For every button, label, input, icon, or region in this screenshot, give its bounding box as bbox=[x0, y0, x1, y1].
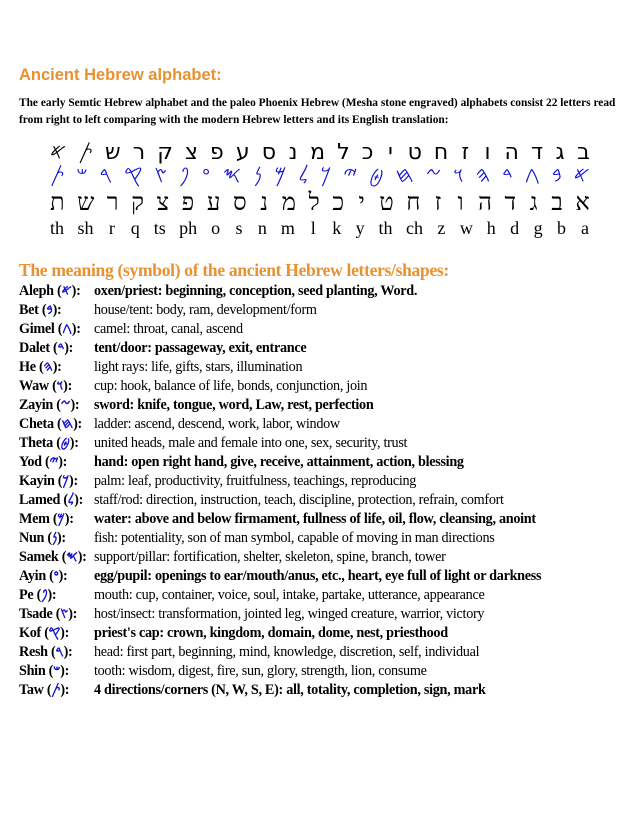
paleo-glyph: 𐤊 bbox=[320, 163, 332, 188]
letter-name: Zayin (𐤆): bbox=[19, 397, 80, 413]
letter-name-text: Kof bbox=[19, 625, 41, 641]
letter-symbol: 𐤐 bbox=[41, 587, 48, 603]
letter-meaning: 4 directions/corners (N, W, S, E): all, totality, completion, sign, mark bbox=[94, 682, 486, 698]
paleo-glyph: 𐤁 bbox=[551, 163, 562, 188]
hebrew-letter: ש bbox=[77, 188, 95, 216]
transliteration: g bbox=[533, 218, 543, 238]
letter-row bbox=[19, 606, 629, 625]
transliteration: d bbox=[510, 218, 520, 238]
letter-symbol: 𐤓 bbox=[55, 644, 64, 660]
transliteration: o bbox=[211, 218, 221, 238]
letter-row bbox=[19, 663, 629, 682]
transliteration: th bbox=[378, 218, 393, 238]
letter-row bbox=[19, 283, 629, 302]
letter-name-text: Lamed bbox=[19, 492, 61, 508]
transliteration: m bbox=[280, 218, 295, 238]
letter-row bbox=[19, 359, 629, 378]
letter-name-text: Waw bbox=[19, 378, 49, 394]
letter-name-text: Aleph bbox=[19, 283, 54, 299]
letter-name: Taw (𐤕): bbox=[19, 682, 70, 698]
letter-symbol: 𐤈 bbox=[60, 435, 70, 451]
letter-name-text: Theta bbox=[19, 435, 53, 451]
letter-name-text: Pe bbox=[19, 587, 34, 603]
hebrew-letter: ס bbox=[232, 188, 247, 216]
ancient-glyph: 𐤀 bbox=[50, 140, 67, 165]
letter-meaning: camel: throat, canal, ascend bbox=[94, 321, 243, 337]
letter-name: Nun (𐤍): bbox=[19, 530, 66, 546]
letter-symbol: 𐤇 bbox=[61, 416, 74, 432]
letter-name: Kof (𐤒): bbox=[19, 625, 70, 641]
ancient-glyph: ה bbox=[504, 140, 519, 165]
ancient-glyph: ק bbox=[157, 140, 173, 165]
letter-symbol: 𐤊 bbox=[62, 473, 70, 489]
transliteration: k bbox=[332, 218, 342, 238]
letter-row bbox=[19, 511, 629, 530]
paleo-glyph: 𐤇 bbox=[395, 163, 414, 188]
letter-symbol: 𐤁 bbox=[46, 302, 53, 318]
letter-symbol: 𐤔 bbox=[53, 663, 61, 679]
letter-name-text: Zayin bbox=[19, 397, 53, 413]
letter-symbol: 𐤄 bbox=[43, 359, 53, 375]
letter-meaning: light rays: life, gifts, stars, illumination bbox=[94, 359, 303, 375]
ancient-glyph: י bbox=[388, 140, 393, 165]
hebrew-letter: י bbox=[358, 188, 365, 216]
hebrew-letter: ה bbox=[478, 188, 492, 216]
letter-name: Pe (𐤐): bbox=[19, 587, 57, 603]
hebrew-letter: ק bbox=[131, 188, 144, 216]
letter-meaning: sword: knife, tongue, word, Law, rest, perfection bbox=[94, 397, 374, 413]
hebrew-letter: ד bbox=[504, 188, 517, 216]
intro-paragraph: The early Semtic Hebrew alphabet and the paleo Phoenix Hebrew (Mesha stone engraved) alphabets consist 22 letters read from right to left comparing with the modern Hebrew letters and its English translation: bbox=[19, 97, 616, 126]
letter-name-text: Resh bbox=[19, 644, 48, 660]
paleo-glyph: 𐤐 bbox=[178, 163, 190, 188]
letter-meaning: water: above and below firmament, fullness of life, oil, flow, cleansing, anoint bbox=[94, 511, 536, 527]
ancient-glyph: ל bbox=[337, 140, 350, 165]
hebrew-letter: א bbox=[575, 188, 590, 216]
letter-meaning: hand: open right hand, give, receive, attainment, action, blessing bbox=[94, 454, 464, 470]
letter-symbol: 𐤀 bbox=[61, 283, 72, 299]
transliteration: sh bbox=[77, 218, 94, 238]
letter-symbol: 𐤎 bbox=[66, 549, 78, 565]
transliteration: z bbox=[437, 218, 446, 238]
letter-meaning: fish: potentiality, son of man symbol, capable of moving in man directions bbox=[94, 530, 495, 546]
letter-name: Tsade (𐤑): bbox=[19, 606, 78, 622]
hebrew-letter-row bbox=[50, 188, 590, 217]
transliteration: th bbox=[50, 218, 65, 238]
paleo-glyph: 𐤎 bbox=[222, 163, 242, 188]
letter-symbol: 𐤕 bbox=[51, 682, 61, 698]
ancient-glyph: ב bbox=[577, 140, 590, 165]
letter-name-text: Bet bbox=[19, 302, 39, 318]
ancient-glyph: כ bbox=[361, 140, 374, 165]
letter-meaning: oxen/priest: beginning, conception, seed planting, Word. bbox=[94, 283, 418, 299]
transliteration: w bbox=[459, 218, 473, 238]
hebrew-letter: ט bbox=[379, 188, 394, 216]
letter-name: Shin (𐤔): bbox=[19, 663, 70, 679]
ancient-glyph: ע bbox=[235, 140, 250, 165]
transliteration: l bbox=[310, 218, 316, 238]
transliteration: ch bbox=[405, 218, 423, 238]
letter-row bbox=[19, 492, 629, 511]
transliteration: ts bbox=[153, 218, 166, 238]
paleo-glyph: 𐤍 bbox=[253, 163, 263, 188]
letter-meaning: house/tent: body, ram, development/form bbox=[94, 302, 317, 318]
transliteration-row bbox=[50, 218, 590, 239]
letter-row bbox=[19, 454, 629, 473]
letter-name-text: Shin bbox=[19, 663, 46, 679]
letter-symbol: 𐤅 bbox=[56, 378, 64, 394]
paleo-glyph: 𐤈 bbox=[369, 163, 384, 188]
ancient-glyph: נ bbox=[288, 140, 298, 165]
letter-meaning: ladder: ascend, descend, work, labor, window bbox=[94, 416, 340, 432]
letter-meaning: mouth: cup, container, voice, soul, intake, partake, utterance, appearance bbox=[94, 587, 485, 603]
page-title: Ancient Hebrew alphabet: bbox=[19, 66, 222, 84]
letter-symbol: 𐤍 bbox=[51, 530, 57, 546]
paleo-glyph: 𐤀 bbox=[573, 163, 590, 188]
letter-name-text: Dalet bbox=[19, 340, 50, 356]
letter-symbol: 𐤉 bbox=[49, 454, 59, 470]
letter-meaning: cup: hook, balance of life, bonds, conjunction, join bbox=[94, 378, 368, 394]
letter-name: Mem (𐤌): bbox=[19, 511, 74, 527]
letter-meaning: support/pillar: fortification, shelter, skeleton, spine, branch, tower bbox=[94, 549, 446, 565]
letter-meaning: head: first part, beginning, mind, knowledge, discretion, self, individual bbox=[94, 644, 480, 660]
letter-row bbox=[19, 530, 629, 549]
paleo-glyph: 𐤌 bbox=[274, 163, 287, 188]
letter-name: Lamed (𐤋): bbox=[19, 492, 84, 508]
letter-name-text: Gimel bbox=[19, 321, 55, 337]
paleo-glyph: 𐤕 bbox=[50, 163, 65, 188]
hebrew-letter: ו bbox=[457, 188, 464, 216]
hebrew-letter: ע bbox=[206, 188, 221, 216]
letter-name: Gimel (𐤂): bbox=[19, 321, 81, 337]
letter-name: Bet (𐤁): bbox=[19, 302, 62, 318]
letter-row bbox=[19, 378, 629, 397]
transliteration: ph bbox=[179, 218, 198, 238]
letter-symbol: 𐤂 bbox=[62, 321, 72, 337]
hebrew-letter: ז bbox=[434, 188, 442, 216]
letter-row bbox=[19, 682, 629, 701]
letter-name-text: Tsade bbox=[19, 606, 53, 622]
hebrew-letter: כ bbox=[332, 188, 345, 216]
letter-row bbox=[19, 435, 629, 454]
ancient-glyph: פ bbox=[210, 140, 224, 165]
ancient-glyph: ס bbox=[261, 140, 276, 165]
transliteration: h bbox=[486, 218, 496, 238]
letter-name: Waw (𐤅): bbox=[19, 378, 73, 394]
transliteration: a bbox=[580, 218, 589, 238]
letter-meaning: staff/rod: direction, instruction, teach, discipline, protection, refrain, comfort bbox=[94, 492, 504, 508]
paleo-glyph: 𐤓 bbox=[99, 163, 113, 188]
letter-row bbox=[19, 549, 629, 568]
letter-symbol: 𐤑 bbox=[60, 606, 69, 622]
letter-name: Yod (𐤉): bbox=[19, 454, 68, 470]
letter-row bbox=[19, 587, 629, 606]
letter-meaning: tent/door: passageway, exit, entrance bbox=[94, 340, 307, 356]
meaning-heading: The meaning (symbol) of the ancient Hebrew letters/shapes: bbox=[19, 260, 449, 280]
ancient-glyph: ד bbox=[530, 140, 543, 165]
transliteration: y bbox=[355, 218, 365, 238]
paleo-glyph: 𐤋 bbox=[298, 163, 309, 188]
letter-row bbox=[19, 625, 629, 644]
ancient-glyph-row bbox=[50, 140, 590, 165]
letter-row bbox=[19, 340, 629, 359]
ancient-glyph: ר bbox=[132, 140, 146, 165]
letter-meaning: tooth: wisdom, digest, fire, sun, glory, strength, lion, consume bbox=[94, 663, 427, 679]
transliteration: b bbox=[557, 218, 567, 238]
letter-name: Resh (𐤓): bbox=[19, 644, 73, 660]
letter-name-text: Taw bbox=[19, 682, 44, 698]
paleo-glyph: 𐤂 bbox=[524, 163, 540, 188]
letter-meaning: priest's cap: crown, kingdom, domain, dome, nest, priesthood bbox=[94, 625, 448, 641]
letter-meaning-list bbox=[19, 283, 629, 701]
letter-row bbox=[19, 321, 629, 340]
letter-row bbox=[19, 416, 629, 435]
paleo-glyph: 𐤑 bbox=[154, 163, 168, 188]
paleo-glyph: 𐤆 bbox=[425, 163, 442, 188]
letter-symbol: 𐤆 bbox=[60, 397, 71, 413]
transliteration: q bbox=[130, 218, 140, 238]
letter-name-text: Cheta bbox=[19, 416, 54, 432]
letter-row bbox=[19, 568, 629, 587]
letter-name: Cheta (𐤇): bbox=[19, 416, 82, 432]
paleo-glyph: 𐤒 bbox=[124, 163, 143, 188]
paleo-glyph: 𐤏 bbox=[201, 163, 211, 188]
letter-symbol: 𐤏 bbox=[53, 568, 59, 584]
hebrew-letter: ב bbox=[551, 188, 563, 216]
paleo-glyph-row bbox=[50, 163, 590, 188]
letter-row bbox=[19, 473, 629, 492]
letter-name: Theta (𐤈): bbox=[19, 435, 79, 451]
letter-meaning: egg/pupil: openings to ear/mouth/anus, etc., heart, eye full of light or darkness bbox=[94, 568, 542, 584]
letter-name-text: Mem bbox=[19, 511, 50, 527]
ancient-glyph: ש bbox=[105, 140, 121, 165]
ancient-glyph: ז bbox=[461, 140, 470, 165]
ancient-glyph: צ bbox=[184, 140, 198, 165]
letter-name: Kayin (𐤊): bbox=[19, 473, 78, 489]
ancient-glyph: ו bbox=[484, 140, 491, 165]
paleo-glyph: 𐤃 bbox=[502, 163, 513, 188]
hebrew-letter: צ bbox=[156, 188, 170, 216]
hebrew-letter: ר bbox=[106, 188, 119, 216]
letter-symbol: 𐤋 bbox=[67, 492, 75, 508]
letter-name: Dalet (𐤃): bbox=[19, 340, 74, 356]
letter-name-text: Yod bbox=[19, 454, 42, 470]
letter-name: Ayin (𐤏): bbox=[19, 568, 68, 584]
letter-symbol: 𐤒 bbox=[48, 625, 61, 641]
letter-row bbox=[19, 644, 629, 663]
hebrew-letter: פ bbox=[181, 188, 195, 216]
ancient-glyph: ג bbox=[555, 140, 565, 165]
letter-name: He (𐤄): bbox=[19, 359, 62, 375]
hebrew-letter: נ bbox=[260, 188, 269, 216]
ancient-glyph: מ bbox=[310, 140, 326, 165]
hebrew-letter: מ bbox=[281, 188, 296, 216]
letter-symbol: 𐤃 bbox=[57, 340, 65, 356]
ancient-glyph: ח bbox=[433, 140, 449, 165]
ancient-glyph: 𐤕 bbox=[78, 140, 93, 165]
letter-name-text: Samek bbox=[19, 549, 59, 565]
letter-name: Aleph (𐤀): bbox=[19, 283, 81, 299]
letter-name: Samek (𐤎): bbox=[19, 549, 87, 565]
letter-symbol: 𐤌 bbox=[57, 511, 65, 527]
letter-name-text: Ayin bbox=[19, 568, 46, 584]
letter-name-text: Nun bbox=[19, 530, 45, 546]
paleo-glyph: 𐤄 bbox=[475, 163, 491, 188]
hebrew-letter: ג bbox=[529, 188, 538, 216]
paleo-glyph: 𐤅 bbox=[452, 163, 464, 188]
paleo-glyph: 𐤔 bbox=[76, 163, 88, 188]
hebrew-letter: ח bbox=[406, 188, 421, 216]
letter-name-text: He bbox=[19, 359, 36, 375]
hebrew-letter: ת bbox=[50, 188, 65, 216]
transliteration: n bbox=[257, 218, 267, 238]
letter-meaning: united heads, male and female into one, sex, security, trust bbox=[94, 435, 408, 451]
letter-name-text: Kayin bbox=[19, 473, 55, 489]
paleo-glyph: 𐤉 bbox=[343, 163, 358, 188]
letter-meaning: palm: leaf, productivity, fruitfulness, teachings, reproducing bbox=[94, 473, 417, 489]
letter-meaning: host/insect: transformation, jointed leg, winged creature, warrior, victory bbox=[94, 606, 485, 622]
ancient-glyph: ט bbox=[407, 140, 422, 165]
letter-row bbox=[19, 397, 629, 416]
transliteration: s bbox=[235, 218, 243, 238]
hebrew-letter: ל bbox=[308, 188, 320, 216]
transliteration: r bbox=[108, 218, 115, 238]
letter-row bbox=[19, 302, 629, 321]
